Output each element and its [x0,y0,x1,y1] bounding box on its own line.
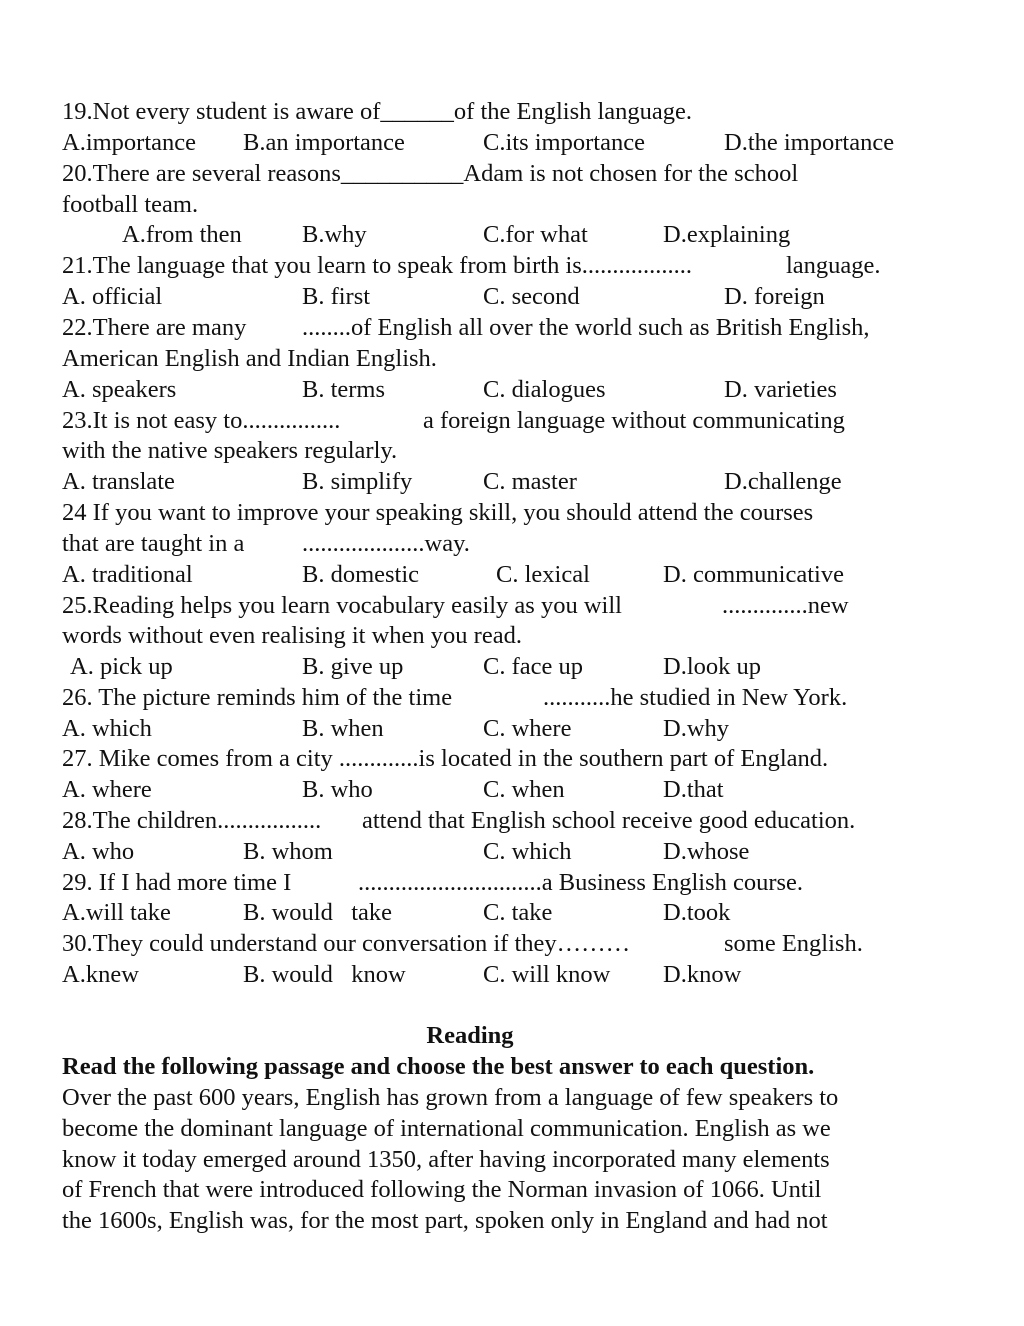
option-d[interactable]: D.know [663,961,742,988]
option-c[interactable]: C. second [483,283,580,310]
option-c[interactable]: C. lexical [496,561,590,588]
option-d[interactable]: D. foreign [724,283,825,310]
option-c[interactable]: C. where [483,715,572,742]
reading-heading-row [0,1020,1024,1051]
option-a[interactable]: A. translate [62,468,175,495]
option-d[interactable]: D.whose [663,838,750,865]
option-a[interactable]: A. which [62,715,152,742]
worksheet-page: 19.Not every student is aware of______of the English language. A.importance B.an importance C.its importance D.the importance 20.There are several reasons__________Adam is not chosen for the school football team. A.from then B.why C.for what D.explaining 21.The language that you learn to speak from birth is.................. language. A. official B. first C. second D. foreign 22.There are many ........of English all over the world such as British English, American English and Indian English. A. speakers B. terms C. dialogues D. varieties 23.It is not easy to................ a foreign language without communicating with the native speakers regularly. A. translate B. simplify C. master D.challenge 24 If you want to improve your speaking skill, you should attend the courses that are taught in a ....................way. A. traditional B. domestic C. lexical D. communicative 25.Reading helps you learn vocabulary easily as you will ..............new words without even realising it when you read. A. pick up B. give up C. face up D.look up 26. The picture reminds him of the time ...........he studied in New York. A. which B. when C. where D.why 27. Mike comes from a city .............is located in the southern part of England. A. where B. who C. when D.that 28.The children................. attend that English school receive good education. A. who B. whom C. which D.whose 29. If I had more time I ..............................a Business English course. A.will take B. would take C. take D.took 30.They could understand our conversation if they……… some English. A.knew B. would know C. will know D.know Reading Read the following passage and choose the best answer to each question. Over the past 600 years, English has grown from a language of few speakers to become the dominant language of international communication. English as we know it today emerged around 1350, after having incorporated many elements of French that were introduced following the Norman invasion of 1066. Until the 1600s, English was, for the most part, spoken only in England and had not [0,0,1024,1326]
option-b[interactable]: B. domestic [302,561,420,588]
option-a[interactable]: A. pick up [70,653,173,680]
option-c[interactable]: C. face up [483,653,583,680]
option-d[interactable]: D.took [663,899,731,926]
option-a[interactable]: A. official [62,283,163,310]
option-d[interactable]: D. varieties [724,376,837,403]
option-d[interactable]: D.challenge [724,468,842,495]
option-b[interactable]: B.an importance [243,129,405,156]
option-c[interactable]: C. will know [483,961,611,988]
option-d[interactable]: D. communicative [663,561,844,588]
option-b[interactable]: B. simplify [302,468,413,495]
option-c[interactable]: C. master [483,468,577,495]
option-b[interactable]: B. who [302,776,373,803]
option-d[interactable]: D.why [663,715,730,742]
option-c[interactable]: C. take [483,899,553,926]
option-a[interactable]: A.will take [62,899,171,926]
option-d[interactable]: D.the importance [724,129,895,156]
option-a[interactable]: A. where [62,776,152,803]
option-d[interactable]: D.explaining [663,221,791,248]
option-a[interactable]: A. traditional [62,561,193,588]
option-b[interactable]: B. would take [243,899,393,926]
option-c[interactable]: C. dialogues [483,376,606,403]
option-c[interactable]: C. which [483,838,572,865]
option-a[interactable]: A.knew [62,961,139,988]
option-b[interactable]: B. terms [302,376,386,403]
option-b[interactable]: B. whom [243,838,333,865]
option-d[interactable]: D.that [663,776,724,803]
option-b[interactable]: B. give up [302,653,404,680]
option-a[interactable]: A.from then [122,221,242,248]
option-c[interactable]: C.its importance [483,129,645,156]
option-b[interactable]: B. first [302,283,371,310]
option-a[interactable]: A. who [62,838,135,865]
option-b[interactable]: B. when [302,715,384,742]
option-b[interactable]: B.why [302,221,367,248]
option-a[interactable]: A.importance [62,129,197,156]
reading-heading: Reading [426,1022,514,1049]
option-c[interactable]: C.for what [483,221,588,248]
option-a[interactable]: A. speakers [62,376,177,403]
option-d[interactable]: D.look up [663,653,761,680]
option-c[interactable]: C. when [483,776,565,803]
option-b[interactable]: B. would know [243,961,406,988]
